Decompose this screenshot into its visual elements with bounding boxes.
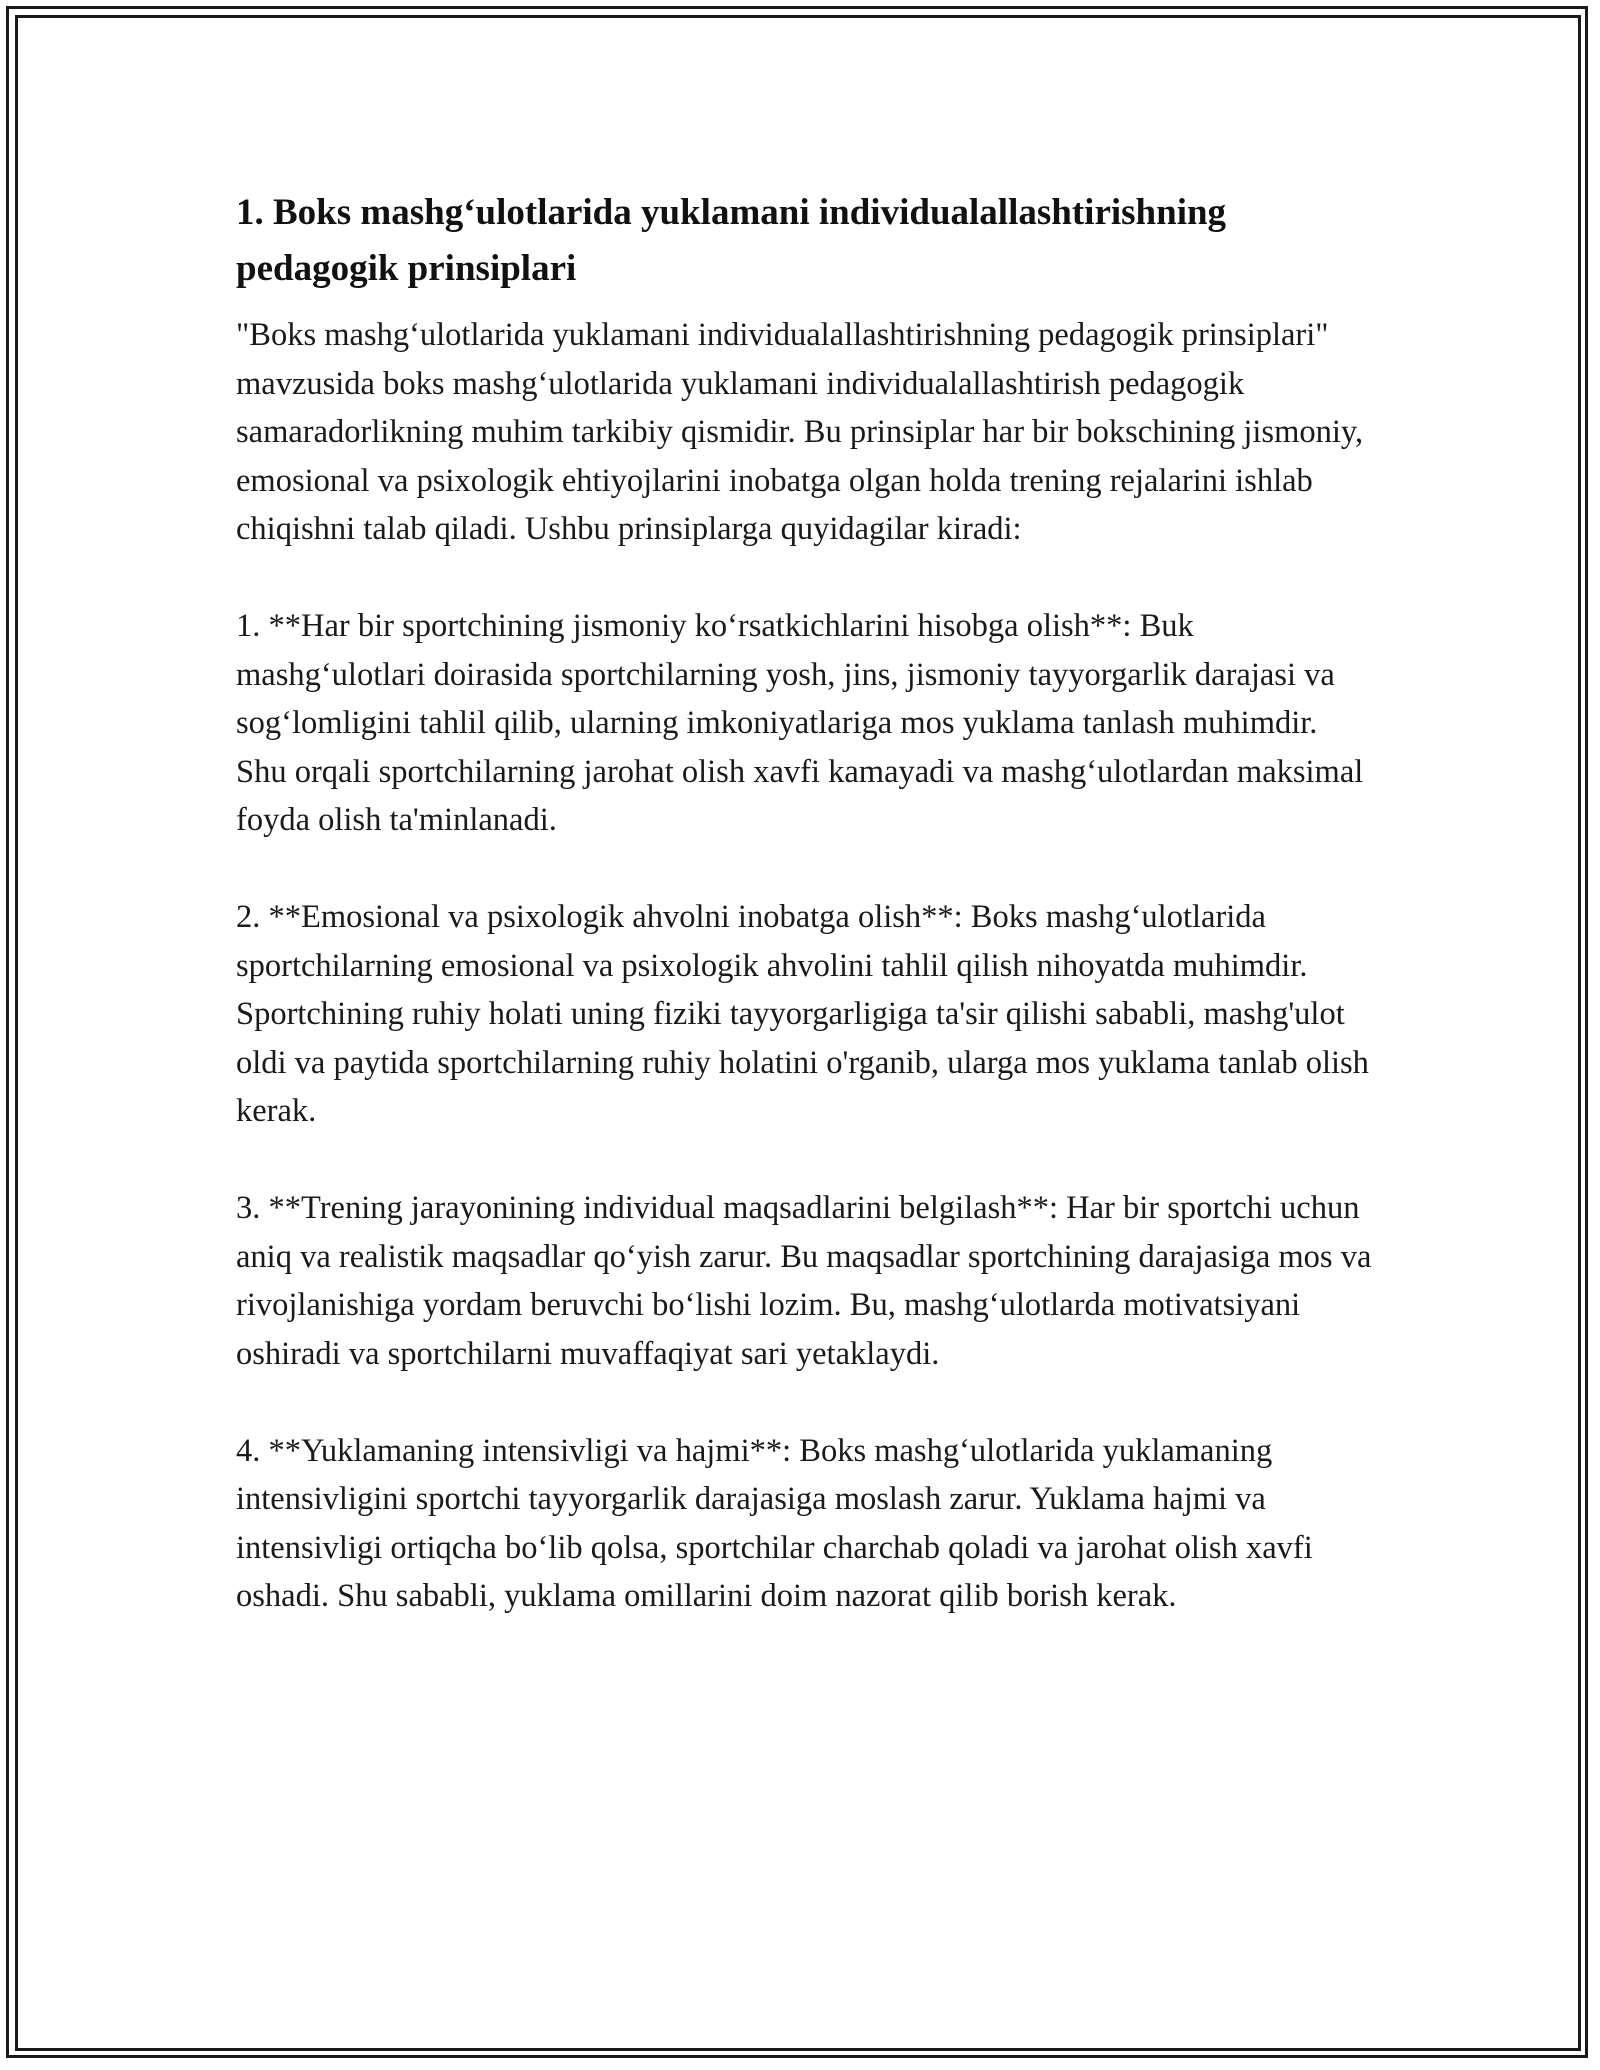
principle-2-paragraph: 2. **Emosional va psixologik ahvolni inobatga olish**: Boks mashg‘ulotlarida sportchilarning emosional va psixologik ahvolini tahlil qilish nihoyatda muhimdir. Sportchining ruhiy holati uning fiziki tayyorgarligiga ta'sir qilishi sababli, mashg'ulot oldi va paytida sportchilarning ruhiy holatini o'rganib, ularga mos yuklama tanlab olish kerak. xyxy=(236,899,1369,1129)
intro-paragraph: "Boks mashg‘ulotlarida yuklamani individualallashtirishning pedagogik prinsiplari" mavzusida boks mashg‘ulotlarida yuklamani individualallashtirish pedagogik samaradorlikning muhim tarkibiy qismidir. Bu prinsiplar har bir bokschining jismoniy, emosional va psixologik ehtiyojlarini inobatga olgan holda trening rejalarini ishlab chiqishni talab qiladi. Ushbu prinsiplarga quyidagilar kiradi: xyxy=(236,317,1364,547)
principle-3-paragraph: 3. **Trening jarayonining individual maqsadlarini belgilash**: Har bir sportchi uchun aniq va realistik maqsadlar qo‘yish zarur. Bu maqsadlar sportchining darajasiga mos va rivojlanishiga yordam beruvchi bo‘lishi lozim. Bu, mashg‘ulotlarda motivatsiyani oshiradi va sportchilarni muvaffaqiyat sari yetaklaydi. xyxy=(236,1190,1372,1372)
document-title: 1. Boks mashg‘ulotlarida yuklamani individualallashtirishning pedagogik prinsiplari xyxy=(236,192,1227,289)
principle-1-paragraph: 1. **Har bir sportchining jismoniy ko‘rsatkichlarini hisobga olish**: Buk mashg‘ulotlari doirasida sportchilarning yosh, jins, jismoniy tayyorgarlik darajasi va sog‘lomligini tahlil qilib, ularning imkoniyatlariga mos yuklama tanlash muhimdir. Shu orqali sportchilarning jarohat olish xavfi kamayadi va mashg‘ulotlardan maksimal foyda olish ta'minlanadi. xyxy=(236,608,1364,838)
document-body xyxy=(236,185,1376,1669)
principle-4-paragraph: 4. **Yuklamaning intensivligi va hajmi**: Boks mashg‘ulotlarida yuklamaning intensivligini sportchi tayyorgarlik darajasiga moslash zarur. Yuklama hajmi va intensivligi ortiqcha bo‘lib qolsa, sportchilar charchab qoladi va jarohat olish xavfi oshadi. Shu sababli, yuklama omillarini doim nazorat qilib borish kerak. xyxy=(236,1432,1313,1614)
